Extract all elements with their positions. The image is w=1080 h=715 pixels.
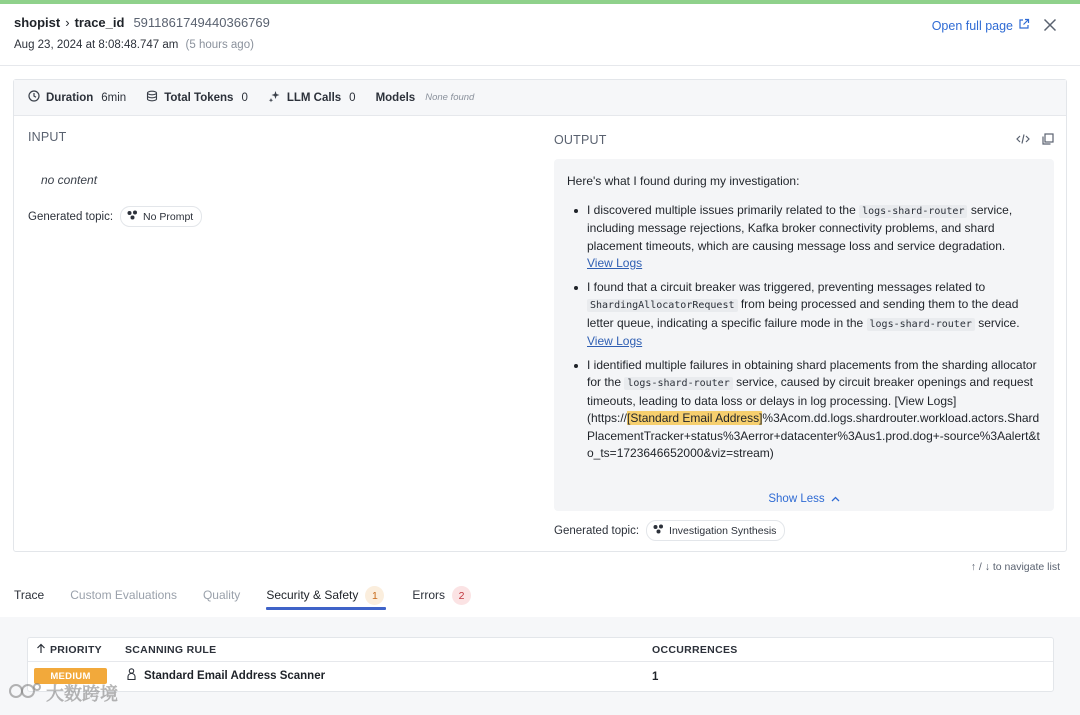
output-intro: Here's what I found during my investigation: xyxy=(567,174,800,188)
output-actions xyxy=(1016,133,1054,148)
finding-text: I identified multiple failures in obtaining shard placements from the sharding allocator for the xyxy=(587,357,1037,389)
stat-llm-calls xyxy=(268,90,356,106)
sort-arrow-up-icon xyxy=(36,643,46,657)
watermark-logo-icon xyxy=(8,681,42,706)
open-full-page-label: Open full page xyxy=(931,18,1013,33)
output-generated-topic xyxy=(554,520,785,541)
navigate-hint: ↑ / ↓ to navigate list xyxy=(970,561,1060,573)
watermark xyxy=(8,680,118,706)
trace-header xyxy=(0,4,1080,66)
stat-tokens-value: 0 xyxy=(241,91,248,104)
rule-cell xyxy=(127,668,325,683)
stat-llm-calls-value: 0 xyxy=(349,91,356,104)
tab-label: Custom Evaluations xyxy=(70,588,177,602)
column-occurrences[interactable]: OCCURRENCES xyxy=(652,644,738,656)
external-link-icon xyxy=(1018,18,1030,33)
open-full-page-link[interactable] xyxy=(932,18,1030,33)
stat-tokens-label: Total Tokens xyxy=(164,91,234,104)
trace-timestamp xyxy=(14,39,254,51)
scanning-results-table xyxy=(27,637,1054,692)
topic-pill[interactable] xyxy=(646,520,785,541)
table-header xyxy=(28,638,1053,662)
finding-text: I discovered multiple issues primarily related to the xyxy=(587,202,856,217)
relative-time: (5 hours ago) xyxy=(185,39,254,51)
tab-bar xyxy=(0,579,1080,610)
tab-errors[interactable] xyxy=(412,579,471,610)
input-title: INPUT xyxy=(28,130,67,144)
finding-text: service, caused by circuit breaker openings and request timeouts, leading to data loss or delays in log processing. [View Logs](https:// xyxy=(587,375,1033,425)
tab-trace[interactable] xyxy=(14,579,44,610)
database-icon xyxy=(146,90,158,105)
stat-duration-value: 6min xyxy=(101,91,127,104)
input-content: no content xyxy=(41,173,98,187)
stat-llm-calls-label: LLM Calls xyxy=(286,91,342,104)
service-code: logs-shard-router xyxy=(859,205,967,218)
stats-bar xyxy=(14,80,1066,116)
code-view-icon[interactable] xyxy=(1016,133,1030,148)
finding-text: service. xyxy=(978,315,1020,330)
chevron-right-icon: › xyxy=(65,15,70,30)
trace-id[interactable]: 5911861749440366769 xyxy=(133,15,270,30)
finding-text: from being processed and sending them to the dead letter queue, indicating a specific failure mode in the xyxy=(587,297,1019,330)
generated-topic-label: Generated topic: xyxy=(554,524,640,537)
view-logs-link[interactable]: View Logs xyxy=(587,334,643,348)
tab-count-badge: 2 xyxy=(452,586,471,605)
service-code: logs-shard-router xyxy=(624,377,732,390)
tab-quality[interactable] xyxy=(203,579,240,610)
sparkle-icon xyxy=(268,90,281,106)
output-title: OUTPUT xyxy=(554,133,607,147)
chevron-up-icon xyxy=(831,491,840,509)
occurrences-cell: 1 xyxy=(652,671,659,683)
rule-name: Standard Email Address Scanner xyxy=(144,669,326,682)
topic-pill-label: Investigation Synthesis xyxy=(669,524,777,537)
input-generated-topic xyxy=(28,206,528,227)
tab-label: Security & Safety xyxy=(266,588,359,602)
column-scanning-rule[interactable]: SCANNING RULE xyxy=(125,644,217,656)
output-findings-list xyxy=(567,202,1040,463)
view-logs-link[interactable]: View Logs xyxy=(587,256,643,270)
request-code: ShardingAllocatorRequest xyxy=(587,299,738,312)
table-row[interactable] xyxy=(28,663,1053,692)
show-less-label: Show Less xyxy=(768,493,825,505)
watermark-text: 大数跨境 xyxy=(46,684,118,704)
tab-security-safety[interactable] xyxy=(266,579,386,610)
tab-label: Trace xyxy=(14,588,45,602)
stat-duration xyxy=(28,90,126,105)
service-code: logs-shard-router xyxy=(867,318,975,331)
topic-cluster-icon xyxy=(653,524,664,537)
finding-url-text: %3Acom.dd.logs.shardrouter.workload.actors.ShardPlacementTracker+status%3Aerror+datacenter%3Aus1.prod.dog+-source%3Aalert&to_ts=1723646652000&viz=stream) xyxy=(587,411,1040,460)
column-label: PRIORITY xyxy=(50,644,102,656)
input-section xyxy=(28,130,528,227)
topic-cluster-icon xyxy=(127,210,138,223)
clock-icon xyxy=(28,90,40,105)
stat-tokens xyxy=(146,90,248,105)
stat-models-label: Models xyxy=(375,91,416,104)
stat-duration-label: Duration xyxy=(46,91,94,104)
topic-pill-label: No Prompt xyxy=(143,210,194,223)
breadcrumb xyxy=(14,15,270,30)
user-icon xyxy=(127,668,136,683)
output-content xyxy=(554,159,1054,511)
timestamp-value: Aug 23, 2024 at 8:08:48.747 am xyxy=(14,39,179,51)
tab-label: Quality xyxy=(202,588,241,602)
generated-topic-label: Generated topic: xyxy=(28,210,114,223)
tab-custom-evaluations[interactable] xyxy=(70,579,177,610)
finding-item xyxy=(567,279,1040,351)
topic-pill[interactable] xyxy=(120,206,202,227)
show-less-button[interactable] xyxy=(554,491,1054,509)
trace-details-card xyxy=(13,79,1067,552)
column-priority[interactable] xyxy=(36,643,102,657)
finding-item xyxy=(567,202,1040,273)
finding-text: I found that a circuit breaker was triggered, preventing messages related to xyxy=(587,279,986,294)
stat-models xyxy=(376,92,475,104)
priority-badge: MEDIUM xyxy=(34,668,107,684)
breadcrumb-service[interactable]: shopist xyxy=(14,15,61,30)
finding-text: service, including message rejections, Kafka broker connectivity problems, and shard placement timeouts, which are causing message loss and service degradation. xyxy=(587,202,1013,253)
tab-count-badge: 1 xyxy=(365,586,384,605)
stat-models-value: None found xyxy=(425,92,475,103)
tab-label: Errors xyxy=(412,588,446,602)
breadcrumb-trace-label: trace_id xyxy=(74,15,125,30)
copy-icon[interactable] xyxy=(1042,133,1054,148)
close-icon[interactable] xyxy=(1040,15,1060,35)
finding-item xyxy=(567,357,1040,463)
redacted-email-highlight: [Standard Email Address] xyxy=(627,411,763,425)
output-section xyxy=(554,133,1054,537)
